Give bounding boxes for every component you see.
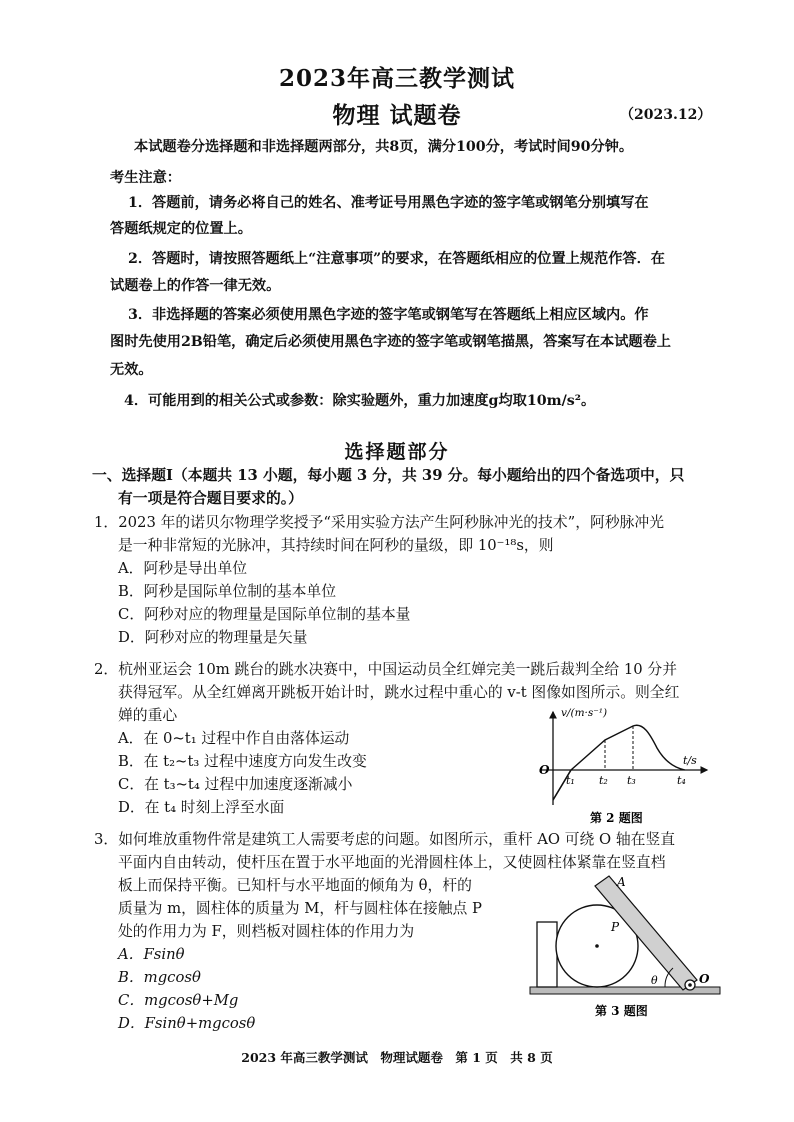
q1-stem: 1．2023 年的诺贝尔物理学奖授予“采用实验方法产生阿秒脉冲光的技术”，阿秒脉冲光 [94,514,665,531]
q2-stem-end: 婵的重心 [118,707,178,724]
label-a: A [617,875,626,889]
notice-item-3-end: 无效。 [110,362,153,378]
page-subtitle: 物理 试题卷 [332,102,462,129]
q3-option-a: A．Fsinθ [118,946,185,963]
q1-option-a: A．阿秒是导出单位 [118,560,248,577]
page-footer: 2023 年高三教学测试 物理试题卷 第 1 页 共 8 页 [241,1050,553,1065]
part-instruction: 一、选择题Ⅰ（本题共 13 小题，每小题 3 分，共 39 分。每小题给出的四个备选项中，只 [92,467,685,484]
q2-vt-graph [535,700,710,830]
q1-option-d: D．阿秒对应的物理量是矢量 [118,629,308,646]
q3-stem-2: 平面内自由转动，使杆压在置于水平地面的光滑圆柱体上，又使圆柱体紧靠在竖直档 [118,854,666,871]
q3-option-b: B．mgcosθ [118,969,201,986]
notice-label: 考生注意： [110,170,181,186]
q1-option-b: B．阿秒是国际单位制的基本单位 [118,583,337,600]
intro-line: 本试题卷分选择题和非选择题两部分，共8页，满分100分，考试时间90分钟。 [134,139,634,155]
notice-item-1-cont: 答题纸规定的位置上。 [110,221,252,237]
notice-item-1: 1．答题前，请务必将自己的姓名、准考证号用黑色字迹的签字笔或钢笔分别填写在 [128,195,649,211]
q2-option-c: C．在 t₃~t₄ 过程中加速度逐渐减小 [118,776,353,793]
q2-stem: 2．杭州亚运会 10m 跳台的跳水决赛中，中国运动员全红婵完美一跳后裁判全给 10 分并 [94,661,678,678]
q3-stem: 3．如何堆放重物件常是建筑工人需要考虑的问题。如图所示，重杆 AO 可绕 O 轴在竖直 [94,831,676,848]
t1-label: t₁ [566,774,575,787]
q2-option-a: A．在 0~t₁ 过程中作自由落体运动 [118,730,350,747]
q1-option-c: C．阿秒对应的物理量是国际单位制的基本量 [118,606,411,623]
q2-stem-cont: 获得冠军。从全红婵离开跳板开始计时，跳水过程中重心的 v-t 图像如图所示。则全红 [118,684,680,701]
section-title: 选择题部分 [344,441,450,463]
t4-label: t₄ [677,774,686,787]
exam-date: （2023.12） [620,107,712,123]
fig2-caption: 第 2 题图 [590,811,643,825]
fig3-caption: 第 3 题图 [595,1004,648,1018]
q3-stem-5: 处的作用力为 F，则档板对圆柱体的作用力为 [118,923,415,940]
notice-item-3-cont: 图时先使用2B铅笔，确定后必须使用黑色字迹的签字笔或钢笔描黑，答案写在本试题卷上 [110,334,671,350]
t2-label: t₂ [599,774,608,787]
y-axis-label: v/(m·s⁻¹) [561,707,608,719]
q3-option-d: D．Fsinθ+mgcosθ [118,1015,256,1032]
label-theta: θ [651,974,658,987]
notice-item-2: 2．答题时，请按照答题纸上“注意事项”的要求，在答题纸相应的位置上规范作答．在 [128,251,665,267]
notice-item-3: 3．非选择题的答案必须使用黑色字迹的签字笔或钢笔写在答题纸上相应区域内。作 [128,307,649,323]
q2-option-b: B．在 t₂~t₃ 过程中速度方向发生改变 [118,753,367,770]
t3-label: t₃ [627,774,636,787]
cylinder-center [595,944,599,948]
origin-label: O [539,763,550,777]
part-instruction-cont: 有一项是符合题目要求的。） [118,490,303,507]
q3-stem-3: 板上而保持平衡。已知杆与水平地面的倾角为 θ，杆的 [118,877,472,894]
x-axis-label: t/s [683,754,697,767]
page-title: 2023年高三教学测试 [278,65,515,92]
q3-stem-4: 质量为 m，圆柱体的质量为 M，杆与圆柱体在接触点 P [118,900,482,917]
label-o: O [699,972,710,986]
baffle-board [537,922,557,987]
vt-curve [553,725,685,800]
q3-rod-cylinder-figure [525,872,725,1024]
notice-item-2-cont: 试题卷上的作答一律无效。 [110,278,281,294]
q3-option-c: C．mgcosθ+Mg [118,992,239,1009]
q1-stem-cont: 是一种非常短的光脉冲，其持续时间在阿秒的量级，即 10⁻¹⁸s，则 [118,537,554,554]
notice-item-4: 4．可能用到的相关公式或参数：除实验题外，重力加速度g均取10m/s²。 [124,393,596,409]
label-p: P [611,920,620,934]
q2-option-d: D．在 t₄ 时刻上浮至水面 [118,799,285,816]
